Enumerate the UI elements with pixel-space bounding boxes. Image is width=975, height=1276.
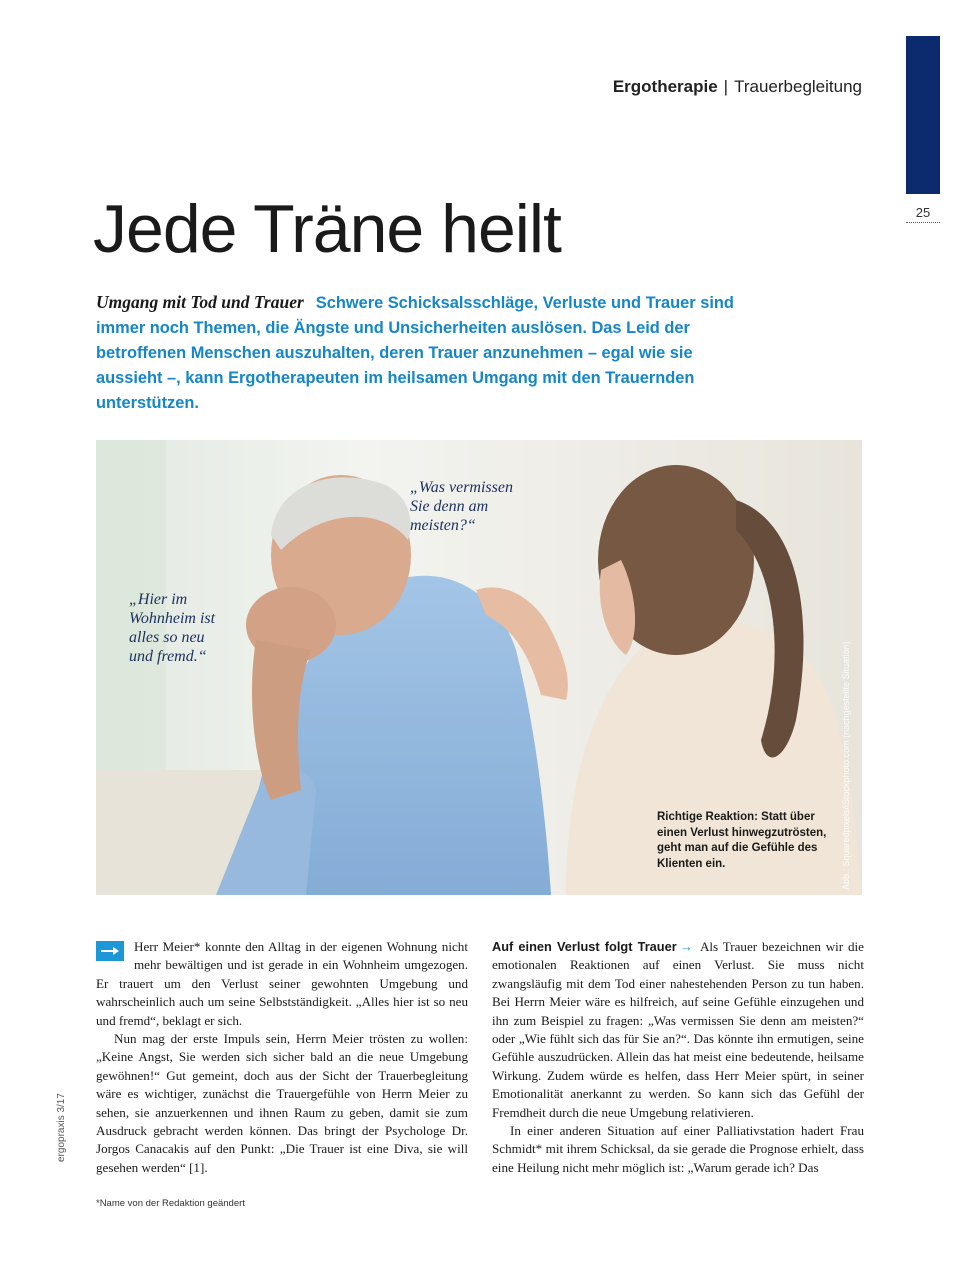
body-paragraph-text: Herr Meier* konnte den Alltag in der eigenen Wohnung nicht mehr bewältigen und ist gerade in ein Wohnheim umgezogen. Er trauert um den Verlust seiner gewohnten Umgebung und wahrscheinlich auch um seine Selbstständigkeit. „Alles hier ist so neu und fremd“, beklagt er sich.: [96, 939, 468, 1028]
section-subhead: Auf einen Verlust folgt Trauer: [492, 939, 677, 954]
article-photo: [96, 440, 862, 895]
body-paragraph: In einer anderen Situation auf einer Palliativstation hadert Frau Schmidt* mit ihrem Schicksal, da sie gerade die Prognose erhielt, dass eine Heilung nicht mehr möglich ist: „Warum gerade ich? Das: [492, 1123, 864, 1175]
footnote: *Name von der Redaktion geändert: [96, 1198, 245, 1209]
page-number: 25: [915, 205, 931, 220]
photo-quote-client: „Hier im Wohnheim ist alles so neu und fremd.“: [129, 591, 216, 665]
article-lead: [96, 290, 736, 416]
body-paragraph: [492, 938, 864, 1122]
magazine-issue-label: ergopraxis 3/17: [56, 1093, 67, 1162]
subhead-arrow-icon: →: [679, 939, 693, 954]
section-color-tab: [906, 36, 940, 194]
page-number-divider: [906, 222, 940, 223]
article-title: Jede Träne heilt: [93, 191, 561, 267]
body-paragraph: [96, 938, 468, 1030]
body-column-right: [492, 938, 864, 1177]
lead-kicker: Umgang mit Tod und Trauer: [96, 292, 304, 312]
photo-caption: Richtige Reaktion: Statt über einen Verlust hinwegzutrösten, geht man auf die Gefühle des Klienten ein.: [657, 811, 827, 870]
running-head-separator: |: [723, 77, 729, 96]
body-paragraph-text: Als Trauer bezeichnen wir die emotionalen Reaktionen auf einen Verlust. Sie muss nicht zwangsläufig mit dem Tod einer nahestehenden Person zu tun haben. Bei Herrn Meier wäre es hilfreich, auf seine Gefühle einzugehen und ihn zum Beispiel zu fragen: „Was vermissen Sie denn am meisten?“ oder „Wie fühlt sich das für Sie an?“. Das könnte ihn ermutigen, seine Gefühle auszudrücken. Allein das hat meist eine bedeutende, heilsame Wirkung. Zudem würde es helfen, dass Herr Meier spürt, in seiner Emotionalität anerkannt zu werden. So kann sich das Gefühl der Fremdheit durch die neue Umgebung relativieren.: [492, 939, 864, 1120]
photo-credit: Abb.: Squaredpixels/iStockphoto.com (nachgestellte Situation): [841, 641, 851, 890]
running-head: [613, 77, 862, 97]
body-paragraph: Nun mag der erste Impuls sein, Herrn Meier trösten zu wollen: „Keine Angst, Sie werden sich sicher bald an die neue Umgebung gewöhnen!“ Gut gemeint, doch aus der Sicht der Trauerbegleitung wäre es wichtiger, zunächst die Trauergefühle von Herrn Meier zu sehen, sie anzuerkennen und ihnen Raum zu geben, damit sie zum Ausdruck gebracht werden können. Das bringt der Psychologe Dr. Jorgos Canacakis auf den Punkt: „Die Trauer ist eine Diva, sie will gesehen werden“ [1].: [96, 1031, 468, 1175]
photo-quote-question: „Was vermissen Sie denn am meisten?“: [410, 479, 513, 534]
lead-text: Schwere Schicksalsschläge, Verluste und Trauer sind immer noch Themen, die Ängste und Unsicherheiten auslösen. Das Leid der betroffenen Menschen auszuhalten, deren Trauer anzunehmen – egal wie sie aussieht –, kann Ergotherapeuten im heilsamen Umgang mit den Trauernden unterstützen.: [96, 294, 734, 412]
running-head-section: Ergotherapie: [612, 77, 718, 96]
body-column-left: [96, 938, 468, 1177]
arrow-right-icon: [96, 941, 124, 961]
running-head-subsection: Trauerbegleitung: [734, 77, 862, 96]
